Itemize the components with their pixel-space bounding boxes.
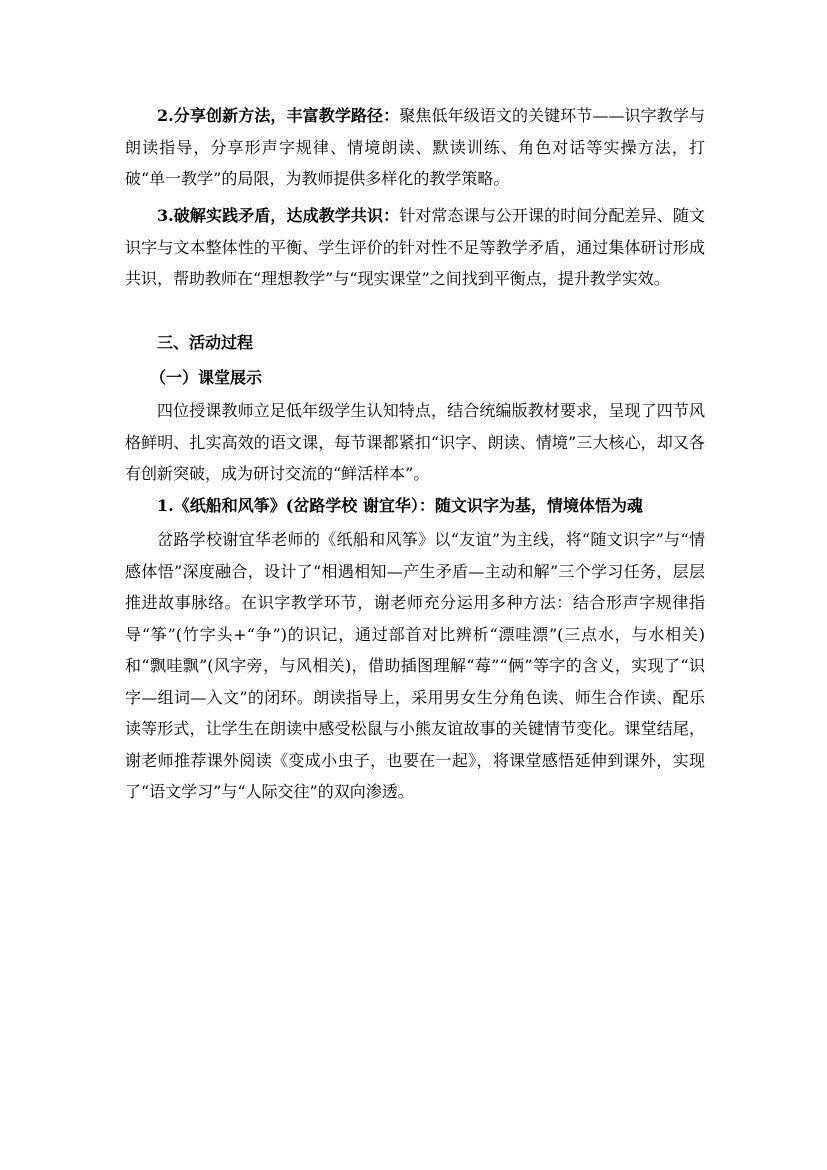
subsection-title-classroom-display: （一）课堂展示 — [150, 368, 263, 387]
paragraph-resolve-conflicts — [125, 200, 705, 295]
section-title-activity-process: 三、活动过程 — [157, 333, 254, 352]
paragraph-text: 聚焦低年级语文的关键环节——识字教学与朗读指导，分享形声字规律、情境朗读、默读训练、角色对话等实操方法，打破“单一教学”的局限，为教师提供多样化的教学策略。 — [125, 106, 705, 188]
paragraph-classroom-overview: 四位授课教师立足低年级学生认知特点，结合统编版教材要求，呈现了四节风格鲜明、扎实高效的语文课，每节课都紧扣“识字、朗读、情境”三大核心，却又各有创新突破，成为研讨交流的“鲜活样本”。 — [125, 401, 705, 483]
lesson-title-paper-boat: 1.《纸船和风筝》(岔路学校 谢宜华）：随文识字为基，情境体悟为魂 — [157, 496, 643, 515]
paragraph-share-methods — [125, 100, 705, 195]
paragraph-text: 针对常态课与公开课的时间分配差异、随文识字与文本整体性的平衡、学生评价的针对性不足等教学矛盾，通过集体研讨形成共识，帮助教师在“理想教学”与“现实课堂”之间找到平衡点，提升教学实效。 — [125, 206, 705, 288]
paragraph-lead: 3.破解实践矛盾，达成教学共识： — [157, 206, 400, 225]
paragraph-lesson-detail: 岔路学校谢宜华老师的《纸船和风筝》以“友谊”为主线，将“随文识字”与“情感体悟”深度融合，设计了“相遇相知—产生矛盾—主动和解”三个学习任务，层层推进故事脉络。在识字教学环节，谢老师充分运用多种方法：结合形声字规律指导“筝”(竹字头+“争”)的识记，通过部首对比辨析“漂哇漂”(三点水，与水相关)和“飘哇飘”(风字旁，与风相关)，借助插图理解“莓”“俩”等字的含义，实现了“识字—组词—入文”的闭环。朗读指导上，采用男女生分角色读、师生合作读、配乐读等形式，让学生在朗读中感受松鼠与小熊友谊故事的关键情节变化。课堂结尾，谢老师推荐课外阅读《变成小虫子，也要在一起》，将课堂感悟延伸到课外，实现了“语文学习”与“人际交往”的双向渗透。 — [125, 530, 705, 801]
paragraph-lead: 2.分享创新方法，丰富教学路径： — [157, 106, 400, 125]
